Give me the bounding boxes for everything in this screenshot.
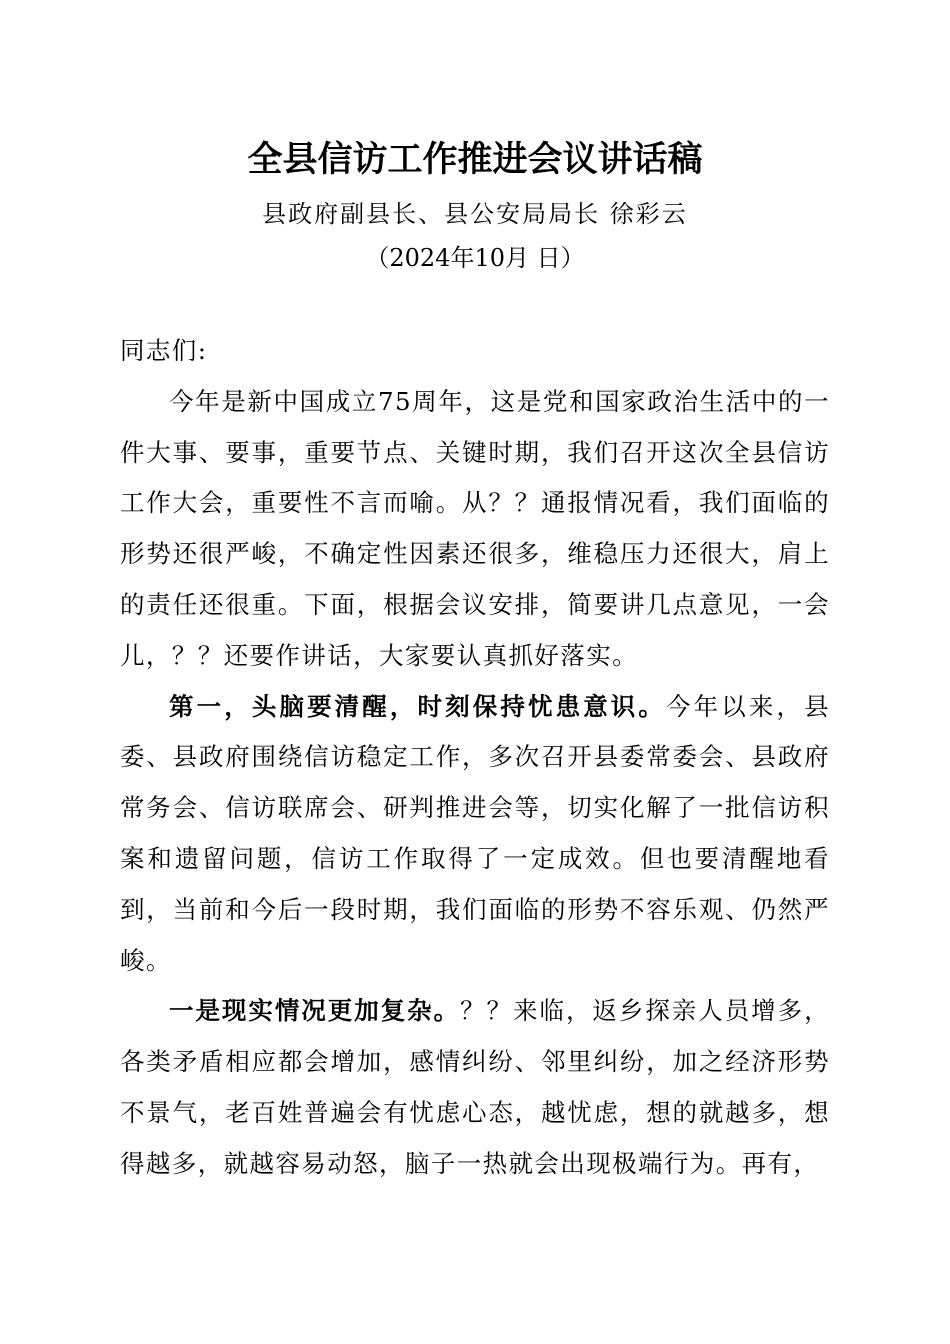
document-author: 县政府副县长、县公安局局长 徐彩云: [262, 200, 688, 228]
document-date: （2024年10月 日）: [365, 244, 585, 272]
paragraph-first-point: [120, 682, 830, 987]
paragraph-first-point-text: 今年以来，县委、县政府围绕信访稳定工作，多次召开县委常委会、县政府常务会、信访联席会、研判推进会等，切实化解了一批信访积案和遗留问题，信访工作取得了一定成效。但也要清醒地看到，当前和今后一段时期，我们面临的形势不容乐观、仍然严峻。: [120, 691, 830, 975]
document-body: [120, 326, 830, 1190]
document-title: 全县信访工作推进会议讲话稿: [247, 139, 703, 180]
paragraph-first-point-lead: 第一，头脑要清醒，时刻保持忧患意识。: [169, 691, 667, 721]
paragraph-intro: [120, 377, 830, 682]
paragraph-intro-text: 今年是新中国成立75周年，这是党和国家政治生活中的一件大事、要事，重要节点、关键时期，我们召开这次全县信访工作大会，重要性不言而喻。从？？通报情况看，我们面临的形势还很严峻，不确定性因素还很多，维稳压力还很大，肩上的责任还很重。下面，根据会议安排，简要讲几点意见，一会儿，？？还要作讲话，大家要认真抓好落实。: [120, 386, 830, 670]
paragraph-sub-point-one-lead: 一是现实情况更加复杂。: [169, 996, 461, 1026]
paragraph-sub-point-one: [120, 986, 830, 1189]
salutation: 同志们:: [120, 336, 208, 365]
paragraph-sub-point-one-text: ？？来临，返乡探亲人员增多，各类矛盾相应都会增加，感情纠纷、邻里纠纷，加之经济形势不景气，老百姓普遍会有忧虑心态，越忧虑，想的就越多，想得越多，就越容易动怒，脑子一热就会出现极端行为。再有，: [120, 996, 830, 1178]
